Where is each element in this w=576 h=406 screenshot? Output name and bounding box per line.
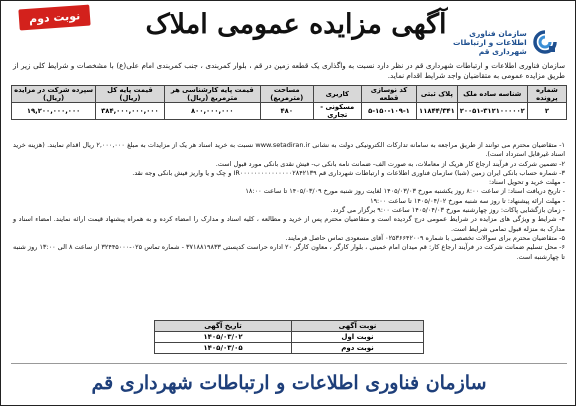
property-table-header	[12, 86, 567, 103]
cell-notice-round: نوبت دوم	[292, 343, 424, 354]
header-registration-plate: پلاک ثبتی	[417, 86, 458, 103]
table-row	[12, 103, 567, 120]
cell-notice-round: نوبت اول	[292, 332, 424, 343]
cell-notice-date: ۱۴۰۵/۰۳/۰۲	[155, 332, 292, 343]
header-property-id: شناسه ساده ملک	[457, 86, 527, 103]
property-table	[11, 85, 567, 120]
cell-deposit: ۱۹,۲۰۰,۰۰۰,۰۰۰	[12, 103, 96, 120]
logo-line-1: سازمان فناوری	[469, 28, 527, 38]
header-renovation-code: کد نوسازی قطعه	[361, 86, 416, 103]
condition-item: - مهلت خرید و تحویل اسناد:	[488, 178, 565, 187]
logo-line-2: اطلاعات و ارتباطات	[453, 37, 527, 47]
cell-property-id: ۲۰۰۵۱-۳۱۲۱۰۰۰۰۰۲	[457, 103, 527, 120]
cell-notice-date: ۱۴۰۵/۰۳/۰۵	[155, 343, 292, 354]
condition-item: ۲- تضمین شرکت در فرآیند ارجاع کار هریک از معاملات، به صورت الف- ضمانت نامه بانکی ب- فیش نقدی بانکی مورد قبول است.	[215, 159, 565, 168]
logo-line-3: شهرداری قم	[478, 46, 527, 56]
condition-item: ۵- متقاضیان محترم برای سوالات تخصصی با شماره ۰۲۵۳۶۶۴۲۰۰۹ آقای مسعودی تماس حاصل فرمایند.	[285, 233, 565, 242]
condition-item: - مهلت ارائه پیشنهاد: تا روز سه شنبه مورخ ۱۴۰۵/۰۴/۰۲ تا ساعت ۱۹:۰۰	[370, 196, 565, 205]
cell-unit-price: ۸۰۰,۰۰۰,۰۰۰	[164, 103, 260, 120]
notice-round-badge: نوبت دوم	[18, 5, 90, 31]
qom-ict-logo-icon	[532, 29, 558, 55]
condition-item: - زمان بازگشایی پاکات: روز چهارشنبه مورخ ۱۴۰۵/۰۴/۰۳ ساعت ۹:۰۰ برگزار می گردد.	[330, 206, 565, 215]
condition-item: ۴- شرایط و ویژگی های مزایده در شرایط عمومی درج گردیده است و متقاضیان محترم پس از خرید و مطالعه ، کلیه اسناد و مدارک را امضاء کرده و به همراه پیشنهاد قیمت ارائه نمایند. امضاء اسناد و مدارک به منزله قبول تمامی شرایط است.	[13, 215, 565, 233]
table-row	[155, 332, 424, 343]
conditions-list	[13, 141, 565, 262]
header-notice-date: تاریخ آگهی	[155, 321, 292, 332]
organization-logo	[453, 25, 567, 59]
footer-banner	[11, 363, 567, 402]
cell-total-price: ۳۸۴,۰۰۰,۰۰۰,۰۰۰	[96, 103, 165, 120]
notice-title: آگهی مزایده عمومی املاک	[145, 9, 447, 40]
intro-paragraph: سازمان فناوری اطلاعات و ارتباطات شهرداری قم در نظر دارد نسبت به واگذاری یک قطعه زمین در قم ، بلوار کمربندی ، جنب کمربندی امام علی(ع) با مشخصات و شرایط کلی زیر از طریق مزایده عمومی به متقاضیان واجد شرایط اقدام نماید.	[13, 61, 565, 80]
table-row	[155, 343, 424, 354]
header-total-price: قیمت پایه کل (ریال)	[96, 86, 165, 103]
organization-logo-text	[453, 29, 527, 56]
cell-area: ۴۸۰	[260, 103, 313, 120]
header-unit-price: قیمت پایه کارشناسی هر مترمربع (ریال)	[164, 86, 260, 103]
dates-table-header	[155, 321, 424, 332]
condition-item: ۳- شماره حساب بانکی ایران زمین (شبا) سازمان فناوری اطلاعات و ارتباطات شهرداری قم IR۰۰۰۰۰۰۰۰۰۰۰۰۰۰۰۲۸۴۲۱۳۹ و چک و یا واریز فیش بانکی وجه نقد.	[132, 168, 565, 177]
cell-renovation-code: ۵-۱۵۰-۱۰۹-۱	[361, 103, 416, 120]
header-land-use: کاربری	[313, 86, 361, 103]
header-notice-round: نوبت آگهی	[292, 321, 424, 332]
condition-item: - تاریخ دریافت اسناد: از ساعت ۸:۰۰ روز یکشنبه مورخ ۱۴۰۵/۰۳/۰۳ لغایت روز شنبه مورخ ۱۴۰۵/۰۳/۰۹ تا ساعت ۱۸:۰۰	[245, 187, 565, 196]
condition-item: ۶- محل تسلیم ضمانت شرکت در فرآیند ارجاع کار: قم میدان امام خمینی ، بلوار کارگر ، معاون کارگر ۲۰ اداره حراست کدپستی ۳۷۱۸۸۱۹۸۳۳ - شماره تماس ۰۲۵-۳۲۴۴۵۰۰۰ از ساعت ۸ الی ۱۳:۰۰ روز شنبه تا چهارشنبه است.	[13, 243, 565, 261]
footer-organization-name: سازمان فناوری اطلاعات و ارتباطات شهرداری قم	[91, 372, 487, 394]
header-deposit: سپرده شرکت در مزایده (ریال)	[12, 86, 96, 103]
cell-file-number: ۲	[527, 103, 566, 120]
header-area: مساحت (مترمربع)	[260, 86, 313, 103]
cell-land-use: مسکونی - تجاری	[313, 103, 361, 120]
condition-item: ۱- متقاضیان محترم می توانند از طریق مراجعه به سامانه تدارکات الکترونیکی دولت به نشانی www.setadiran.ir نسبت به خرید اسناد هر یک از مزایدات به مبلغ ۲,۰۰۰,۰۰۰ ریال اقدام نمایند. (هزینه خرید اسناد غیرقابل استرداد است).	[13, 141, 566, 159]
publication-dates-table	[154, 320, 424, 354]
header-file-number: شماره پرونده	[527, 86, 566, 103]
cell-registration-plate: ۱۱۸۴۴/۳۴۱	[417, 103, 458, 120]
